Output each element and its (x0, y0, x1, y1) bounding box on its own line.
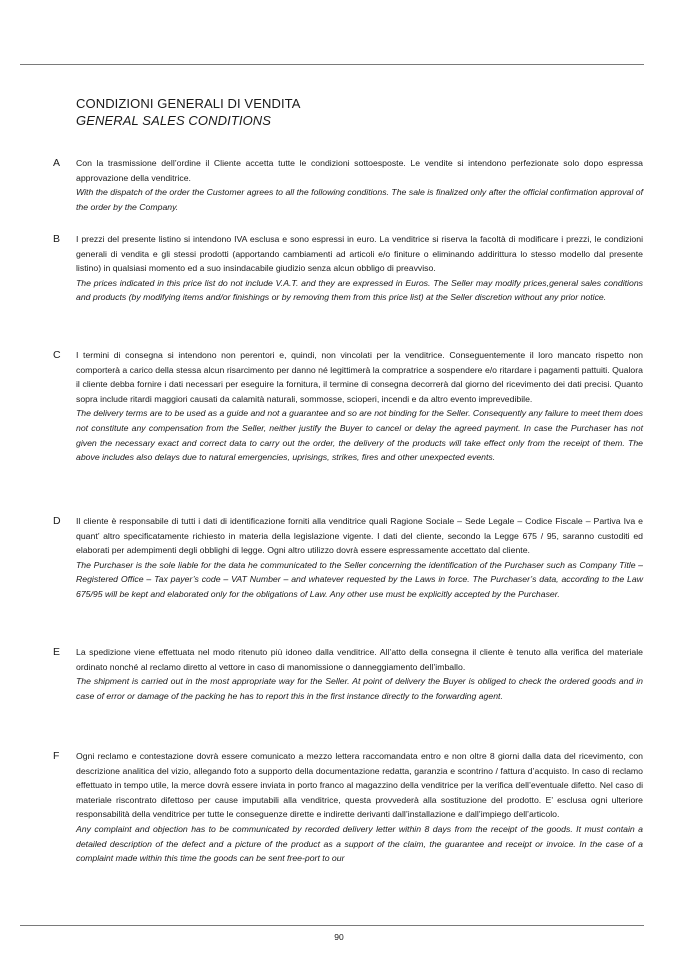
italian-text: Il cliente è responsabile di tutti i dati di identificazione forniti alla venditrice quali Ragione Sociale – Sede Legale – Codice Fiscale – Partiva Iva e quant’ altro specificatamente richiesto in materia della legislazione vigente. I dati del cliente, secondo la Legge 675 / 95, saranno custoditi ed elaborati per adempimenti degli obblighi di legge. Ogni altro utilizzo dovrà essere espressamente accettato dal cliente. (76, 516, 643, 556)
section-body (76, 749, 643, 866)
top-rule (20, 64, 644, 65)
section-letter: F (53, 750, 60, 762)
section-letter: B (53, 233, 61, 245)
english-text: Any complaint and objection has to be communicated by recorded delivery letter within 8 days from the receipt of the goods. It must contain a detailed description of the defect and a picture of the product as a support of the claim, the guarantee and receipt or invoice. In the case of a complaint made within this time the goods can be sent free-port to our (76, 823, 643, 864)
title-italian: CONDIZIONI GENERALI DI VENDITA (76, 96, 301, 111)
english-text: The Purchaser is the sole liable for the data he communicated to the Seller concerning the identification of the Purchaser such as Company Title – Registered Office – Tax payer’s code – VAT Number – and whatever requested by the Laws in force. The Purchaser’s data, according to the Law 675/95 will be kept and elaborated only for the obligations of Law. Any other use must be explicitly accepted by the Purchaser. (76, 559, 643, 599)
english-text: The prices indicated in this price list do not include V.A.T. and they are expressed in Euros. The Seller may modify prices,general sales conditions and products (by modifying items and/or finishings or by removing them from this price list) at the Seller discretion without any prior notice. (76, 277, 643, 303)
section-body (76, 232, 643, 305)
page-number: 90 (334, 932, 344, 942)
italian-text: La spedizione viene effettuata nel modo ritenuto più idoneo dalla venditrice. All’atto della consegna il cliente è tenuto alla verifica del materiale ordinato nonché al reclamo diretto al vettore in caso di manomissione o danneggiamento dell’imballo. (76, 647, 643, 672)
section-body (76, 514, 643, 602)
section-body (76, 348, 643, 465)
section-letter: A (53, 157, 61, 169)
italian-text: Con la trasmissione dell’ordine il Cliente accetta tutte le condizioni sottoesposte. Le vendite si intendono perfezionate solo dopo espressa approvazione della venditrice. (76, 158, 643, 183)
italian-text: Ogni reclamo e contestazione dovrà essere comunicato a mezzo lettera raccomandata entro e non oltre 8 giorni dalla data del ricevimento, con descrizione analitica del vizio, allegando foto a supporto della documentazione redatta, garanzia e scontrino / fattura d’acquisto. In caso di reclamo effettuato in tempo utile, la merce dovrà essere inviata in porto franco al magazzino della venditrice per la verifica dell’eventuale difetto. Nel caso di materiale riscontrato difettoso per cause imputabili alla venditrice, questa provvederà alla sostituzione del prodotto. E’ esclusa ogni ulteriore responsabilità della venditrice per tutte le conseguenze dirette e indirette derivanti dall’installazione e dall’impiego dell’articolo. (76, 751, 643, 820)
page-title (76, 95, 301, 129)
bottom-rule (20, 925, 644, 926)
section-letter: D (53, 515, 61, 527)
english-text: The delivery terms are to be used as a guide and not a guarantee and so are not binding for the Seller. Consequently any failure to meet them does not constitute any compensation from the Seller, neither justify the Buyer to cancel or delay the agreed payment. In case the Purchaser has not given the necessary exact and correct data to carry out the order, the delivery of the products will take effect only from the receipt of them. The above includes also delays due to natural emergencies, uprisings, strikes, fires and other unexpected events. (76, 408, 643, 463)
section-body (76, 645, 643, 703)
italian-text: I termini di consegna si intendono non perentori e, quindi, non vincolati per la venditrice. Conseguentemente il loro mancato rispetto non comporterà a carico della stessa alcun risarcimento per danno né legittimerà la compratrice a sospendere e/o ritardare i pagamenti pattuiti. Qualora il cliente debba fornire i dati necessari per eseguire la fornitura, il termine di consegna decorrerà dal giorno del ricevimento dei dati precisi. Quanto sopra include ritardi maggiori causati da calamità naturali, sommosse, scioperi, incendi e da altro evento imprevedibile. (76, 350, 643, 404)
italian-text: I prezzi del presente listino si intendono IVA esclusa e sono espressi in euro. La venditrice si riserva la facoltà di modificare i prezzi, le condizioni generali di vendita e gli stessi prodotti (apportando cambiamenti ad articoli e/o finiture o eliminando addirittura lo stesso modello dal presente listino) in qualsiasi momento ed a suo insindacabile giudizio senza alcun obbligo di preavviso. (76, 234, 643, 274)
section-letter: C (53, 349, 61, 361)
section-body (76, 156, 643, 214)
english-text: The shipment is carried out in the most appropriate way for the Seller. At point of delivery the Buyer is obliged to check the ordered goods and in case of error or damage of the packing he has to report this in the first instance directly to the forwarding agent. (76, 676, 643, 701)
section-letter: E (53, 646, 61, 658)
title-english: GENERAL SALES CONDITIONS (76, 113, 272, 128)
english-text: With the dispatch of the order the Customer agrees to all the following conditions. The sale is finalized only after the official confirmation approval of the order by the Company. (76, 187, 643, 212)
